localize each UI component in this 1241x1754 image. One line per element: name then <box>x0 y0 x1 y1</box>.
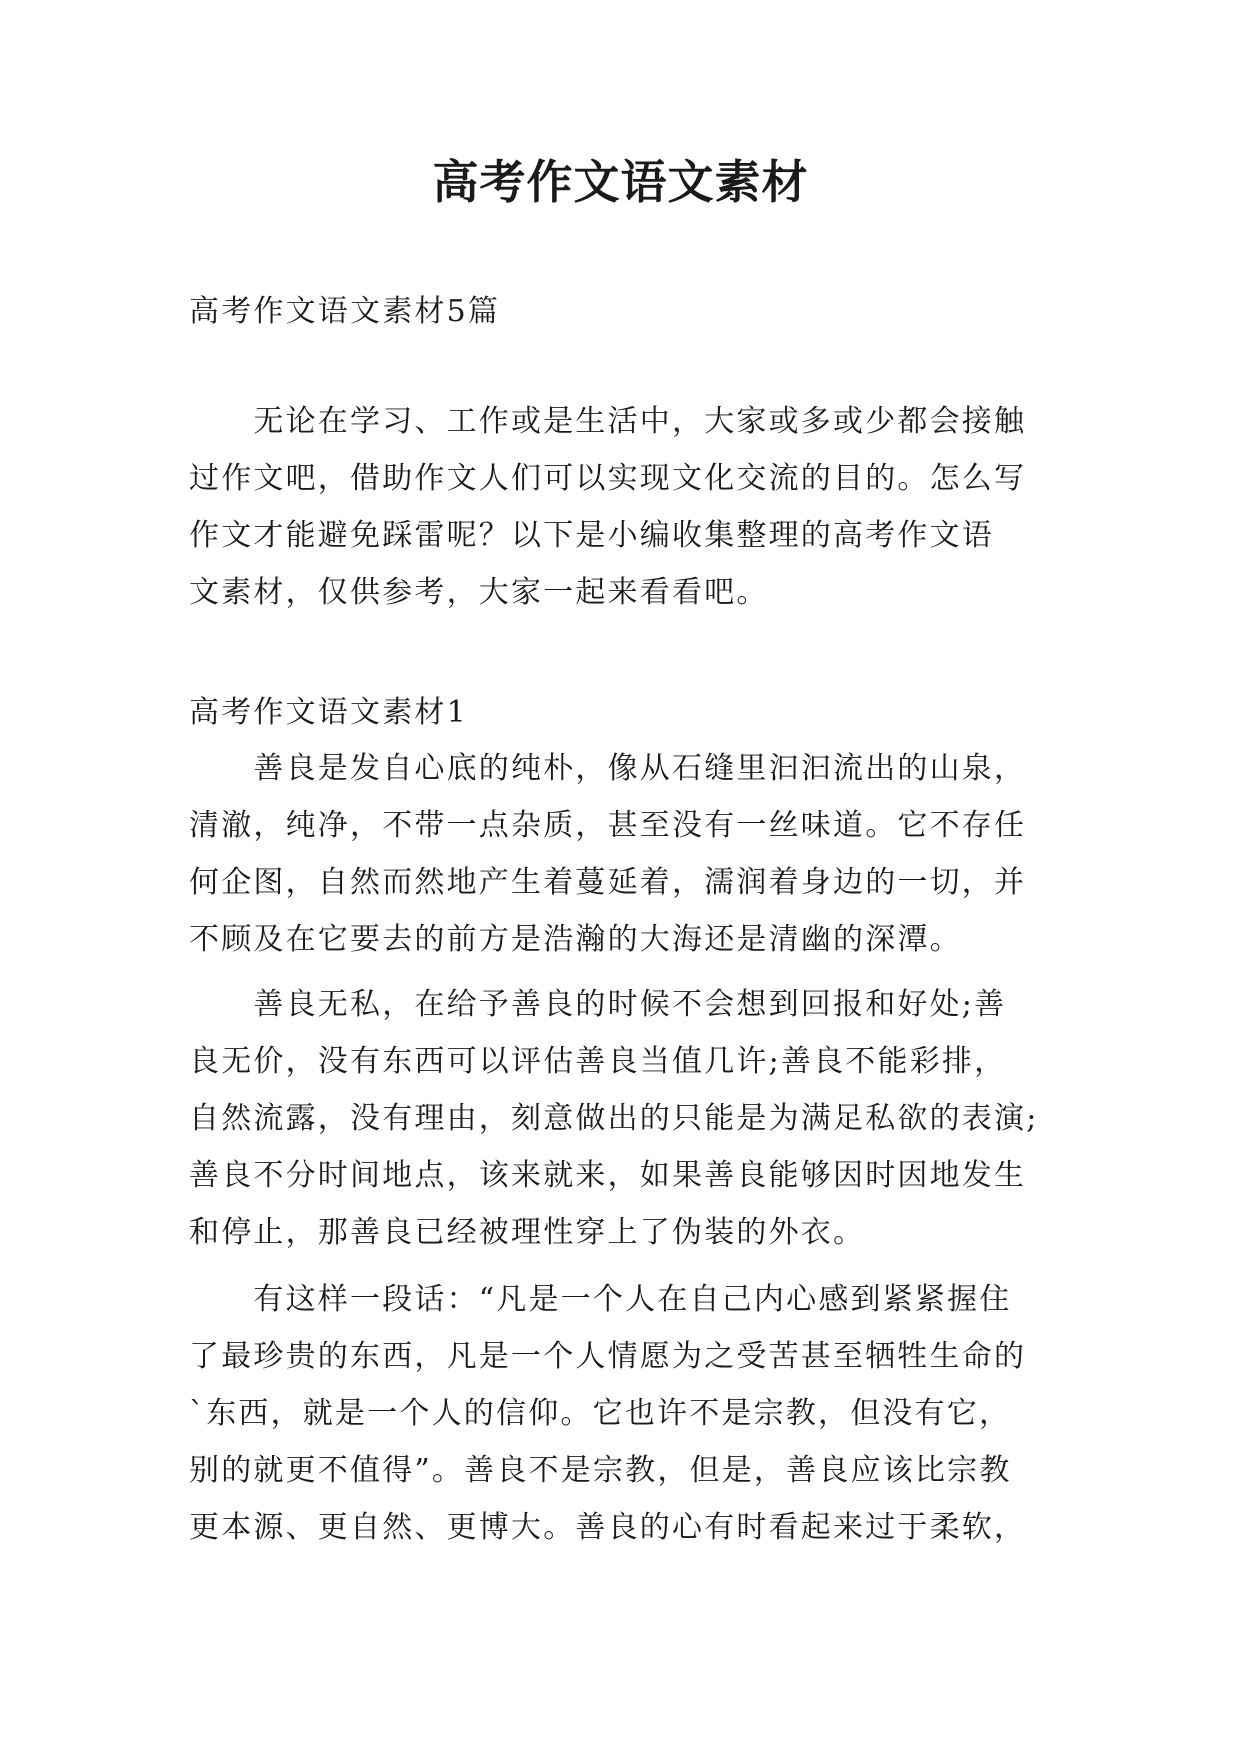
body-line: 别的就更不值得”。善良不是宗教，但是，善良应该比宗教 <box>189 1453 1012 1488</box>
section-heading: 高考作文语文素材1 <box>189 695 468 730</box>
body-line: 良无价，没有东西可以评估善良当值几许;善良不能彩排， <box>189 1044 1007 1079</box>
body-line: 更本源、更自然、更博大。善良的心有时看起来过于柔软， <box>189 1510 1027 1545</box>
body-line: 有这样一段话：“凡是一个人在自己内心感到紧紧握住 <box>189 1282 1012 1317</box>
body-line: 和停止，那善良已经被理性穿上了伪装的外衣。 <box>189 1215 866 1250</box>
body-line: 了最珍贵的东西，凡是一个人情愿为之受苦甚至牺牲生命的 <box>189 1339 1027 1374</box>
intro-line: 作文才能避免踩雷呢？以下是小编收集整理的高考作文语 <box>189 518 994 553</box>
body-line: 善良不分时间地点，该来就来，如果善良能够因时因地发生 <box>189 1158 1027 1193</box>
intro-line: 文素材，仅供参考，大家一起来看看吧。 <box>189 575 769 610</box>
body-line: 清澈，纯净，不带一点杂质，甚至没有一丝味道。它不存任 <box>189 808 1027 843</box>
body-line: `东西，就是一个人的信仰。它也许不是宗教，但没有它， <box>189 1396 1012 1431</box>
document-subtitle: 高考作文语文素材5篇 <box>189 294 501 329</box>
body-line: 不顾及在它要去的前方是浩瀚的大海还是清幽的深潭。 <box>189 922 962 957</box>
intro-line: 无论在学习、工作或是生活中，大家或多或少都会接触 <box>189 404 1027 439</box>
document-title: 高考作文语文素材 <box>432 155 809 209</box>
body-line: 自然流露，没有理由，刻意做出的只能是为满足私欲的表演; <box>189 1101 1039 1136</box>
body-line: 善良无私，在给予善良的时候不会想到回报和好处;善 <box>189 987 1007 1022</box>
body-line: 善良是发自心底的纯朴，像从石缝里汩汩流出的山泉， <box>189 751 1027 786</box>
intro-line: 过作文吧，借助作文人们可以实现文化交流的目的。怎么写 <box>189 461 1027 496</box>
body-line: 何企图，自然而然地产生着蔓延着，濡润着身边的一切，并 <box>189 865 1027 900</box>
